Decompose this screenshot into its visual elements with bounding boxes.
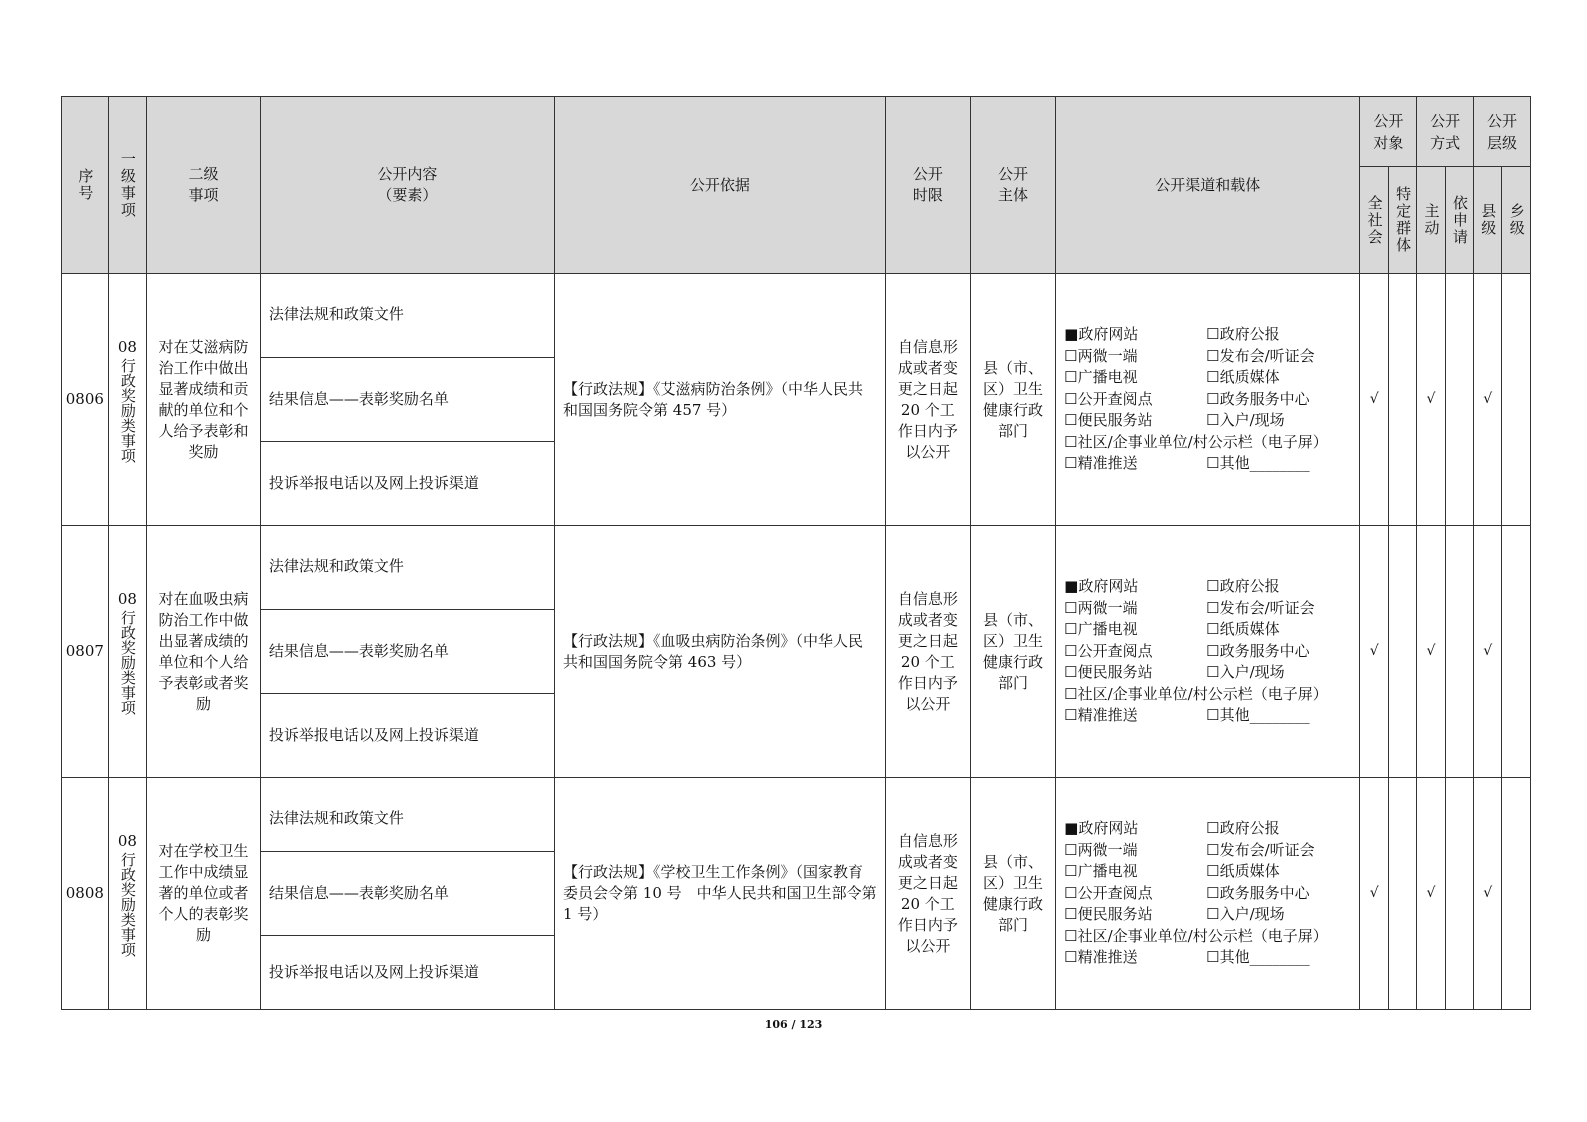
channel-option[interactable]: ☐政府公报 xyxy=(1206,577,1280,596)
cell-level1 xyxy=(108,526,147,778)
header-level-county: 县级 xyxy=(1474,167,1502,274)
channel-option[interactable]: ■政府网站 xyxy=(1064,819,1139,838)
table-row xyxy=(62,274,1531,358)
channel-option[interactable]: ☐入户/现场 xyxy=(1206,663,1285,682)
header-basis: 公开依据 xyxy=(555,97,886,274)
cell-time-limit: 自信息形成或者变更之日起 20 个工作日内予以公开 xyxy=(885,274,970,526)
header-target: 公开对象 xyxy=(1360,97,1417,167)
header-target-specific: 特定群体 xyxy=(1388,167,1416,274)
cell-level1 xyxy=(108,274,147,526)
channel-option[interactable]: ☐便民服务站 xyxy=(1064,905,1153,924)
cell-subject: 县（市、区）卫生健康行政部门 xyxy=(970,778,1055,1010)
cell-subject: 县（市、区）卫生健康行政部门 xyxy=(970,526,1055,778)
channel-option[interactable]: ☐便民服务站 xyxy=(1064,663,1153,682)
check-mark xyxy=(1388,274,1416,526)
check-mark xyxy=(1445,526,1473,778)
channel-option[interactable]: ☐其他________ xyxy=(1206,948,1310,967)
disclosure-table xyxy=(61,96,1531,1010)
table-row xyxy=(62,526,1531,610)
channel-option[interactable]: ☐社区/企事业单位/村公示栏（电子屏） xyxy=(1064,432,1328,451)
check-mark xyxy=(1502,526,1531,778)
cell-content: 投诉举报电话以及网上投诉渠道 xyxy=(260,936,554,1010)
channel-list xyxy=(1056,324,1359,475)
check-mark: √ xyxy=(1360,526,1388,778)
channel-option[interactable]: ☐广播电视 xyxy=(1064,368,1138,387)
cell-channels xyxy=(1056,526,1360,778)
header-target-all: 全社会 xyxy=(1360,167,1388,274)
channel-option[interactable]: ■政府网站 xyxy=(1064,325,1139,344)
cell-content: 结果信息——表彰奖励名单 xyxy=(260,358,554,442)
cell-channels xyxy=(1056,274,1360,526)
channel-option[interactable]: ☐广播电视 xyxy=(1064,862,1138,881)
channel-option[interactable]: ☐公开查阅点 xyxy=(1064,883,1153,902)
channel-option[interactable]: ☐政务服务中心 xyxy=(1206,641,1310,660)
channel-option[interactable]: ☐入户/现场 xyxy=(1206,411,1285,430)
channel-option[interactable]: ☐两微一端 xyxy=(1064,840,1138,859)
channel-list xyxy=(1056,576,1359,727)
check-mark xyxy=(1502,274,1531,526)
channel-list xyxy=(1056,818,1359,969)
cell-time-limit: 自信息形成或者变更之日起 20 个工作日内予以公开 xyxy=(885,778,970,1010)
page-number: 106 / 123 xyxy=(764,1018,823,1031)
check-mark: √ xyxy=(1360,274,1388,526)
channel-option[interactable]: ☐精准推送 xyxy=(1064,948,1138,967)
header-seq: 序号 xyxy=(62,97,109,274)
channel-option[interactable]: ☐社区/企事业单位/村公示栏（电子屏） xyxy=(1064,926,1328,945)
cell-content: 法律法规和政策文件 xyxy=(260,526,554,610)
header-level-town: 乡级 xyxy=(1502,167,1531,274)
cell-content: 投诉举报电话以及网上投诉渠道 xyxy=(260,694,554,778)
table-header xyxy=(62,97,1531,274)
channel-option[interactable]: ☐发布会/听证会 xyxy=(1206,840,1315,859)
header-method-request: 依申请 xyxy=(1445,167,1473,274)
channel-option[interactable]: ☐公开查阅点 xyxy=(1064,641,1153,660)
check-mark xyxy=(1502,778,1531,1010)
channel-option[interactable]: ☐社区/企事业单位/村公示栏（电子屏） xyxy=(1064,684,1328,703)
channel-option[interactable]: ☐公开查阅点 xyxy=(1064,389,1153,408)
cell-channels xyxy=(1056,778,1360,1010)
check-mark: √ xyxy=(1417,274,1445,526)
channel-option[interactable]: ☐纸质媒体 xyxy=(1206,620,1280,639)
check-mark xyxy=(1388,778,1416,1010)
header-method: 公开方式 xyxy=(1417,97,1474,167)
cell-basis: 【行政法规】《艾滋病防治条例》（中华人民共和国国务院令第 457 号） xyxy=(555,274,886,526)
header-method-active: 主动 xyxy=(1417,167,1445,274)
cell-basis: 【行政法规】《血吸虫病防治条例》（中华人民共和国国务院令第 463 号） xyxy=(555,526,886,778)
cell-level2: 对在学校卫生工作中成绩显著的单位或者个人的表彰奖励 xyxy=(147,778,261,1010)
channel-option[interactable]: ☐两微一端 xyxy=(1064,346,1138,365)
check-mark xyxy=(1445,274,1473,526)
level1-code: 08 xyxy=(117,589,137,608)
cell-seq: 0807 xyxy=(62,526,109,778)
channel-option[interactable]: ☐发布会/听证会 xyxy=(1206,598,1315,617)
cell-time-limit: 自信息形成或者变更之日起 20 个工作日内予以公开 xyxy=(885,526,970,778)
channel-option[interactable]: ☐其他________ xyxy=(1206,454,1310,473)
channel-option[interactable]: ☐其他________ xyxy=(1206,706,1310,725)
check-mark xyxy=(1388,526,1416,778)
cell-content: 法律法规和政策文件 xyxy=(260,274,554,358)
cell-level2: 对在艾滋病防治工作中做出显著成绩和贡献的单位和个人给予表彰和奖励 xyxy=(147,274,261,526)
channel-option[interactable]: ☐纸质媒体 xyxy=(1206,862,1280,881)
level1-code: 08 xyxy=(117,337,137,356)
table-body xyxy=(62,274,1531,1010)
cell-content: 法律法规和政策文件 xyxy=(260,778,554,852)
cell-seq: 0806 xyxy=(62,274,109,526)
channel-option[interactable]: ☐广播电视 xyxy=(1064,620,1138,639)
check-mark: √ xyxy=(1474,526,1502,778)
channel-option[interactable]: ☐入户/现场 xyxy=(1206,905,1285,924)
check-mark: √ xyxy=(1474,274,1502,526)
level1-text: 行政奖励类事项 xyxy=(118,357,137,463)
header-level2: 二级事项 xyxy=(147,97,261,274)
level1-text: 行政奖励类事项 xyxy=(118,609,137,715)
cell-content: 结果信息——表彰奖励名单 xyxy=(260,852,554,936)
cell-seq: 0808 xyxy=(62,778,109,1010)
cell-subject: 县（市、区）卫生健康行政部门 xyxy=(970,274,1055,526)
header-level1: 一级事项 xyxy=(108,97,147,274)
channel-option[interactable]: ☐政务服务中心 xyxy=(1206,883,1310,902)
check-mark: √ xyxy=(1474,778,1502,1010)
channel-option[interactable]: ☐政府公报 xyxy=(1206,819,1280,838)
check-mark: √ xyxy=(1417,778,1445,1010)
cell-level2: 对在血吸虫病防治工作中做出显著成绩的单位和个人给予表彰或者奖励 xyxy=(147,526,261,778)
level1-text: 行政奖励类事项 xyxy=(118,851,137,957)
cell-content: 投诉举报电话以及网上投诉渠道 xyxy=(260,442,554,526)
channel-option[interactable]: ☐发布会/听证会 xyxy=(1206,346,1315,365)
header-content: 公开内容 （要素） xyxy=(260,97,554,274)
channel-option[interactable]: ☐政府公报 xyxy=(1206,325,1280,344)
channel-option[interactable]: ☐两微一端 xyxy=(1064,598,1138,617)
cell-content: 结果信息——表彰奖励名单 xyxy=(260,610,554,694)
check-mark: √ xyxy=(1417,526,1445,778)
header-time-limit: 公开时限 xyxy=(885,97,970,274)
header-channels: 公开渠道和载体 xyxy=(1056,97,1360,274)
channel-option[interactable]: ■政府网站 xyxy=(1064,577,1139,596)
level1-code: 08 xyxy=(117,831,137,850)
check-mark: √ xyxy=(1360,778,1388,1010)
channel-option[interactable]: ☐便民服务站 xyxy=(1064,411,1153,430)
channel-option[interactable]: ☐精准推送 xyxy=(1064,706,1138,725)
cell-basis: 【行政法规】《学校卫生工作条例》（国家教育委员会令第 10 号 中华人民共和国卫生部令第 1 号） xyxy=(555,778,886,1010)
channel-option[interactable]: ☐纸质媒体 xyxy=(1206,368,1280,387)
cell-level1 xyxy=(108,778,147,1010)
header-subject: 公开主体 xyxy=(970,97,1055,274)
header-level: 公开层级 xyxy=(1474,97,1531,167)
channel-option[interactable]: ☐精准推送 xyxy=(1064,454,1138,473)
channel-option[interactable]: ☐政务服务中心 xyxy=(1206,389,1310,408)
table-row xyxy=(62,778,1531,852)
check-mark xyxy=(1445,778,1473,1010)
